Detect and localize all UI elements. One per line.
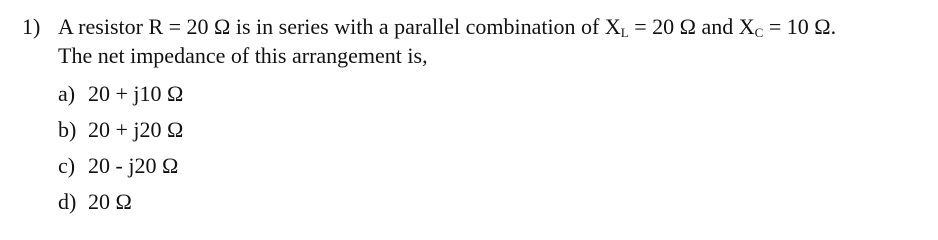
question-line-1 xyxy=(22,14,922,43)
answer-options xyxy=(58,80,183,224)
question-text-part-3: = 10 Ω. xyxy=(763,14,837,39)
question-text-part-1: A resistor R = 20 Ω is in series with a parallel combination of X xyxy=(58,14,621,39)
option-letter: c) xyxy=(58,153,76,178)
option-b[interactable] xyxy=(58,116,183,152)
option-text: 20 Ω xyxy=(88,189,132,214)
question-text-part-2: = 20 Ω and X xyxy=(628,14,755,39)
option-letter: d) xyxy=(58,189,77,214)
option-d[interactable] xyxy=(58,188,183,224)
question-number: 1) xyxy=(22,14,41,39)
option-c[interactable] xyxy=(58,152,183,188)
option-text: 20 - j20 Ω xyxy=(88,153,179,178)
question-block xyxy=(22,14,922,69)
option-text: 20 + j10 Ω xyxy=(88,81,184,106)
option-a[interactable] xyxy=(58,80,183,116)
option-text: 20 + j20 Ω xyxy=(88,117,184,142)
option-letter: a) xyxy=(58,81,76,106)
question-line-2: The net impedance of this arrangement is, xyxy=(58,43,428,68)
xc-subscript: C xyxy=(754,25,764,40)
option-letter: b) xyxy=(58,117,77,142)
xl-subscript: L xyxy=(620,25,629,40)
